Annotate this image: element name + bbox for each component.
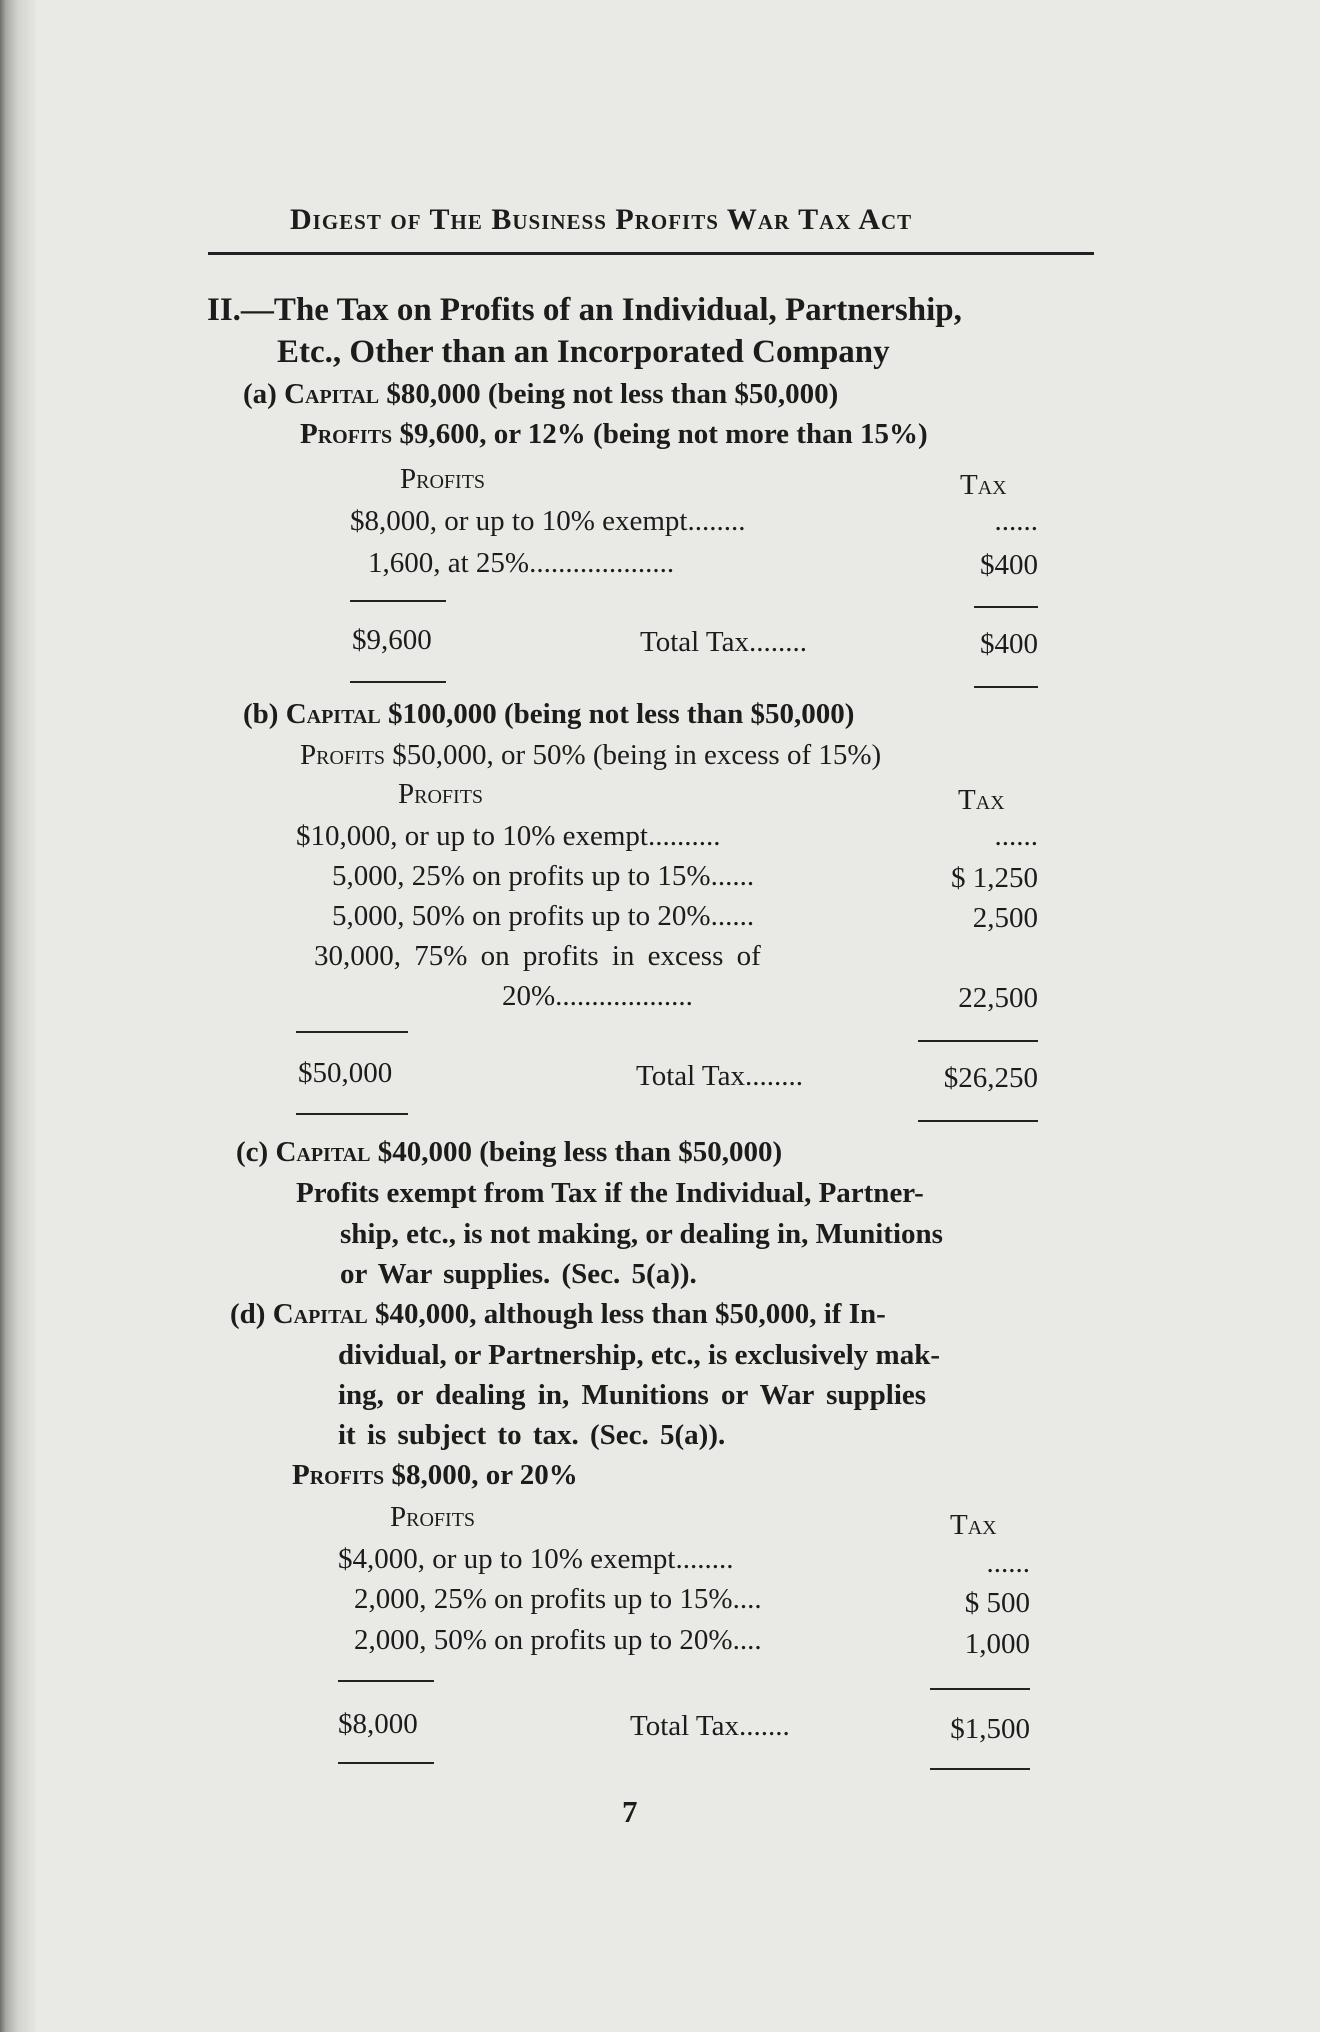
case-b-col-profits: Profits [398, 778, 484, 810]
case-a-profits [300, 418, 928, 451]
case-b-total-label: Total Tax........ [636, 1060, 803, 1092]
case-d-row-desc: 2,000, 25% on profits up to 15%.... [354, 1583, 762, 1615]
case-a-total-rule-tax [974, 686, 1038, 688]
case-d-row-tax: ...... [986, 1547, 1030, 1579]
case-b-label: (b) [243, 698, 279, 730]
case-c-capital-caption: Capital [275, 1136, 371, 1168]
case-b-row-desc: $10,000, or up to 10% exempt.......... [296, 820, 721, 852]
case-a-row-tax: $400 [980, 549, 1038, 581]
case-d-profits-caption: Profits [292, 1459, 385, 1491]
case-b-row-desc: 5,000, 25% on profits up to 15%...... [332, 860, 755, 892]
case-c-text-line: or War supplies. (Sec. 5(a)). [340, 1258, 697, 1290]
case-d-total-profits: $8,000 [338, 1708, 418, 1740]
case-d-text-line: ing, or dealing in, Munitions or War supplies [338, 1379, 927, 1411]
case-d-heading [230, 1298, 886, 1331]
case-d-total-tax: $1,500 [950, 1713, 1030, 1745]
case-d-row-desc: $4,000, or up to 10% exempt........ [338, 1543, 734, 1575]
case-a-profits-caption: Profits [300, 418, 393, 450]
case-a-subtotal-rule-tax [974, 606, 1038, 608]
case-b-subtotal-rule-tax [918, 1040, 1038, 1042]
case-c-heading [236, 1136, 782, 1169]
case-b-profits [300, 739, 881, 772]
case-b-row-desc: 30,000, 75% on profits in excess of [314, 940, 761, 972]
case-d-profits [292, 1459, 578, 1492]
case-d-text-line: it is subject to tax. (Sec. 5(a)). [338, 1419, 726, 1451]
page-number: 7 [622, 1794, 638, 1829]
case-d-total-label: Total Tax....... [630, 1710, 790, 1742]
case-b-row-tax: 2,500 [972, 902, 1038, 934]
case-d-col-profits: Profits [390, 1501, 476, 1533]
case-a-col-profits: Profits [400, 463, 486, 495]
case-a-profits-text: $9,600, or 12% (being not more than 15%) [399, 418, 928, 450]
case-a-heading [243, 378, 838, 411]
case-d-subtotal-rule-profits [338, 1680, 434, 1682]
case-a-label: (a) [243, 378, 277, 410]
case-a-total-rule-profits [350, 681, 446, 683]
case-c-text-line: ship, etc., is not making, or dealing in, Munitions [340, 1218, 943, 1250]
case-b-capital-text: $100,000 (being not less than $50,000) [387, 698, 855, 730]
case-b-total-rule-tax [918, 1120, 1038, 1122]
case-b-profits-text: $50,000, or 50% (being in excess of 15%) [392, 739, 882, 771]
case-a-total-tax: $400 [980, 628, 1038, 660]
case-b-total-tax: $26,250 [943, 1062, 1038, 1094]
case-c-label: (c) [236, 1136, 269, 1168]
case-b-total-rule-profits [296, 1113, 408, 1115]
case-b-row-desc: 20%................... [502, 980, 693, 1012]
case-b-row-desc: 5,000, 50% on profits up to 20%...... [332, 900, 755, 932]
case-a-capital-text: $80,000 (being not less than $50,000) [386, 378, 839, 410]
case-b-total-profits: $50,000 [298, 1057, 393, 1089]
case-b-heading [243, 698, 854, 731]
case-d-label: (d) [230, 1298, 266, 1330]
case-c-text-line: Profits exempt from Tax if the Individual, Partner- [296, 1177, 924, 1209]
case-c-capital-text: $40,000 (being less than $50,000) [377, 1136, 783, 1168]
case-a-total-profits: $9,600 [352, 624, 432, 656]
case-b-row-tax: ...... [994, 820, 1038, 852]
case-d-total-rule-tax [930, 1768, 1030, 1770]
case-d-capital-text: $40,000, although less than $50,000, if In- [374, 1298, 886, 1330]
case-a-total-label: Total Tax........ [640, 626, 807, 658]
case-b-capital-caption: Capital [285, 698, 381, 730]
case-b-profits-caption: Profits [300, 739, 386, 771]
case-a-row-tax: ...... [994, 505, 1038, 537]
case-d-row-tax: $ 500 [964, 1587, 1030, 1619]
case-a-subtotal-rule-profits [350, 600, 446, 602]
case-d-row-tax: 1,000 [964, 1628, 1030, 1660]
running-head-rule [208, 252, 1094, 255]
case-b-subtotal-rule-profits [296, 1031, 408, 1033]
case-d-row-desc: 2,000, 50% on profits up to 20%.... [354, 1624, 762, 1656]
case-d-capital-caption: Capital [272, 1298, 368, 1330]
case-d-text-line: dividual, or Partnership, etc., is exclusively mak- [338, 1339, 941, 1371]
running-head: Digest of The Business Profits War Tax Act [290, 203, 913, 236]
case-d-col-tax: Tax [950, 1509, 997, 1541]
case-a-row-desc: $8,000, or up to 10% exempt........ [350, 505, 746, 537]
case-a-row-desc: 1,600, at 25%.................... [368, 547, 675, 579]
case-d-subtotal-rule-tax [930, 1688, 1030, 1690]
section-title-line-1: II.—The Tax on Profits of an Individual, Partnership, [207, 292, 962, 328]
case-d-profits-text: $8,000, or 20% [391, 1459, 578, 1491]
case-b-row-tax: $ 1,250 [951, 862, 1038, 894]
binding-shadow [0, 0, 36, 2032]
case-d-total-rule-profits [338, 1762, 434, 1764]
section-title-line-2: Etc., Other than an Incorporated Company [277, 334, 890, 370]
case-b-col-tax: Tax [958, 784, 1005, 816]
case-b-row-tax: 22,500 [958, 982, 1038, 1014]
case-a-capital-caption: Capital [284, 378, 380, 410]
case-a-col-tax: Tax [960, 469, 1007, 501]
